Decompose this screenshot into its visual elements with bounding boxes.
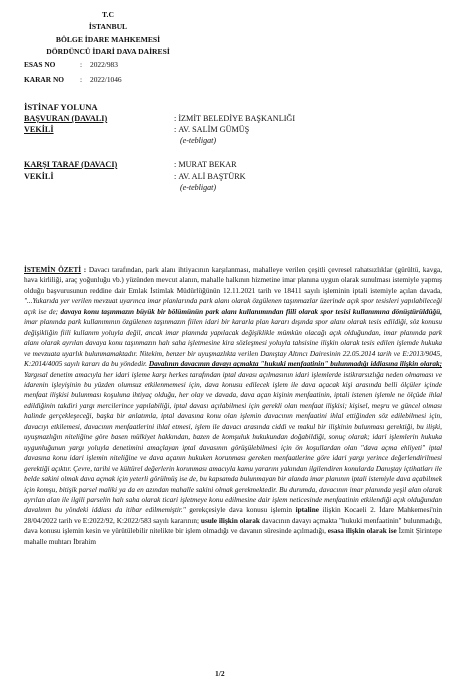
header-line-chamber: DÖRDÜNCÜ İDARİ DAVA DAİRESİ [46,46,170,56]
request-summary: İSTEMİN ÖZETİ : Davacı tarafından, park alanı ihtiyacının karşılanması, mahalleye verilen çeşitli çevresel rahatsızlıklar (gürültü, kavga, hava kirliliği, araç yoğunluğu vb.) yüzünden mevcut alanın, mahalle halkının hizmetine imar planına uygun olarak sunulması istemiyle yapmış olduğu başvurusunun reddine dair Emlak İstimlak Müdürlüğünün 12.11.2021 tarih ve 18411 sayılı işleminin iptali istemiyle açılan davada, "...Yukarıda yer verilen mevzuat uyarınca imar planlarında park alanı olarak özgülenen taşınmazlar üzerinde açık spor tesisleri yapılabileceği açık ise de; davaya konu taşınmazın büyük bir bölümünün park alanı kullanımından fiili olarak spor tesisi kullanımına dönüştürüldüğü, imar planında park kullanımının özgülenen taşınmazın fiilen idari bir kararla plan kararı dışında spor alanı olarak tesis edildiği, söz konusu değişikliğin fiili kullanım yoluyla değil, ancak imar planında yapılacak değişiklikle mümkün olacağı açık olduğundan, imar planında park alanı olarak ayrılan davaya konu taşınmazın halı saha işletmesine kira sözleşmesi yoluyla tahsisine ilişkin olarak tesis edilen işlemde hukuka ve mevzuata uyarlık bulunmamaktadır. Nitekim, benzer bir uyuşmazlıkta verilen Danıştay Altıncı Dairesinin 22.05.2014 tarih ve E:2013/9045, K:2014/4005 sayılı kararı da bu yöndedir. Davalının davacının davayı açmakta "hukuki menfaatinin" bulunmadığı iddiasına ilişkin olarak; Yargısal denetim amacıyla her idari işleme karşı herkes tarafından iptal davası açılmasının idari işlemlerde istikrarsızlığa neden olmaması ve idarenin işleyişinin bu yüzden olumsuz etkilenmemesi için, dava konusu edilecek işlem ile dava açacak kişi arasında belli ölçüler içinde menfaat ilişkisi bulunması koşuluna ihtiyaç olduğu, her olay ve davada, dava açan kişinin menfaatinin, iptali istenen işlemle ne ölçüde ihlal edildiğinin takdiri yargı mercilerince yapılabiliği, iptal davası açılabilmesi için gerekli olan menfaat ilişkisi; kişisel, meşru ve güncel olması halinde gerçekleşeceği, başka bir anlatımla, iptal davasına konu olan işlemin davacının menfaatini ihlal ettiğinden söz edilebilmesi için, davacıyı etkilemesi, davacının menfaatlerini ihlal etmesi, işlem ile davacı arasında ciddi ve makul bir ilişkinin bulunması gerektiği, bu ilişki, uyuşmazlığın niteliğine göre basen mülkiyet hakkından, bazen de komşuluk hukukundan doğabildiği, sonuç olarak; idari işlemlerin hukuka uygunluğunun yargı yoluyla denetimini amaçlayan iptal davasının görüşülebilmesi için ön koşullardan olan "dava açma ehliyeti" iptal davasına konu idari işlemin niteliğine ve dava açanın hukuken korunması gereken menfaatlerine göre idari yargı yerince değerlendirilmesi gerektiği açıktır. Çevre, tarihi ve kültürel değerlerin korunması amacıyla kamu yararını yakından ilgilendiren konularda Danıştay içtihatları ile belde sakini olmak dava açmak için yeterli görülmüş ise de, bu kapsamda bulunmayan bir alanda imar planının iptali istemiyle dava açabilmek için komşu, bitişik parsel maliki ya da en azından mahalle sakini olmak gerekmektedir. Bu durumda, davacının imar planında yeşil alan olarak ayrılan alan ile ilgili parselin halı saha olarak ticari işletmeye konu edilmesine dair işlem neticesinde menfaatinin etkilendiği açık olduğundan davalının bu yöndeki iddiası da itibar edilmemiştir." gerekçesiyle dava konusu işlemin iptaline ilişkin Kocaeli 2. İdare Mahkemesi'nin 28/04/2022 tarih ve E:2022/92, K:2022/583 sayılı kararının; usule ilişkin olarak davacının davayı açmakta "hukuki menfaatinin" bulunmadığı, dava konusu işlemin kesin ve yürütülebilir nitelikte bir işlem olmadığı ve davanın süresinde açılmadığı, esasa ilişkin olarak ise İzmit Şirintepe mahalle muhtarı İbrahim [24,266,443,546]
esas-value: 2022/983 [90,60,118,69]
header-line-city: İSTANBUL [88,22,128,32]
header-line-court: BÖLGE İDARE MAHKEMESİ [55,34,161,44]
opponent-label: KARŞI TARAF (DAVACI) [24,160,118,169]
applicant-counsel-label: VEKİLİ [24,125,54,134]
applicant-value: İZMİT BELEDİYE BAŞKANLIĞI [178,114,296,123]
summary-label: İSTEMİN ÖZETİ [24,266,82,274]
applicant-counsel-value: AV. SALİM GÜMÜŞ [178,125,250,134]
karar-label: KARAR NO [24,75,65,84]
header-line-tc: T.C [102,10,114,19]
opponent-counsel-label: VEKİLİ [24,172,54,181]
opponent-counsel-note: (e-tebligat) [180,183,216,192]
applicant-counsel-row: VEKİLİ : AV. SALİM GÜMÜŞ [24,125,250,134]
esas-row: ESAS NO : 2022/983 [24,60,118,69]
applicant-label: BAŞVURAN (DAVALI) [24,114,108,123]
document-title: İSTİNAF YOLUNA [24,102,98,112]
applicant-counsel-note: (e-tebligat) [180,136,216,145]
esas-label: ESAS NO [24,60,56,69]
applicant-row: BAŞVURAN (DAVALI) : İZMİT BELEDİYE BAŞKANLIĞI [24,114,296,123]
opponent-counsel-value: AV. ALİ BAŞTÜRK [178,172,246,181]
opponent-row: KARŞI TARAF (DAVACI) : MURAT BEKAR [24,160,237,169]
karar-value: 2022/1046 [90,75,122,84]
court-header [34,9,182,58]
karar-row: KARAR NO : 2022/1046 [24,75,122,84]
opponent-counsel-row: VEKİLİ : AV. ALİ BAŞTÜRK [24,172,246,181]
opponent-value: MURAT BEKAR [178,160,237,169]
page-number: 1/2 [215,669,225,678]
